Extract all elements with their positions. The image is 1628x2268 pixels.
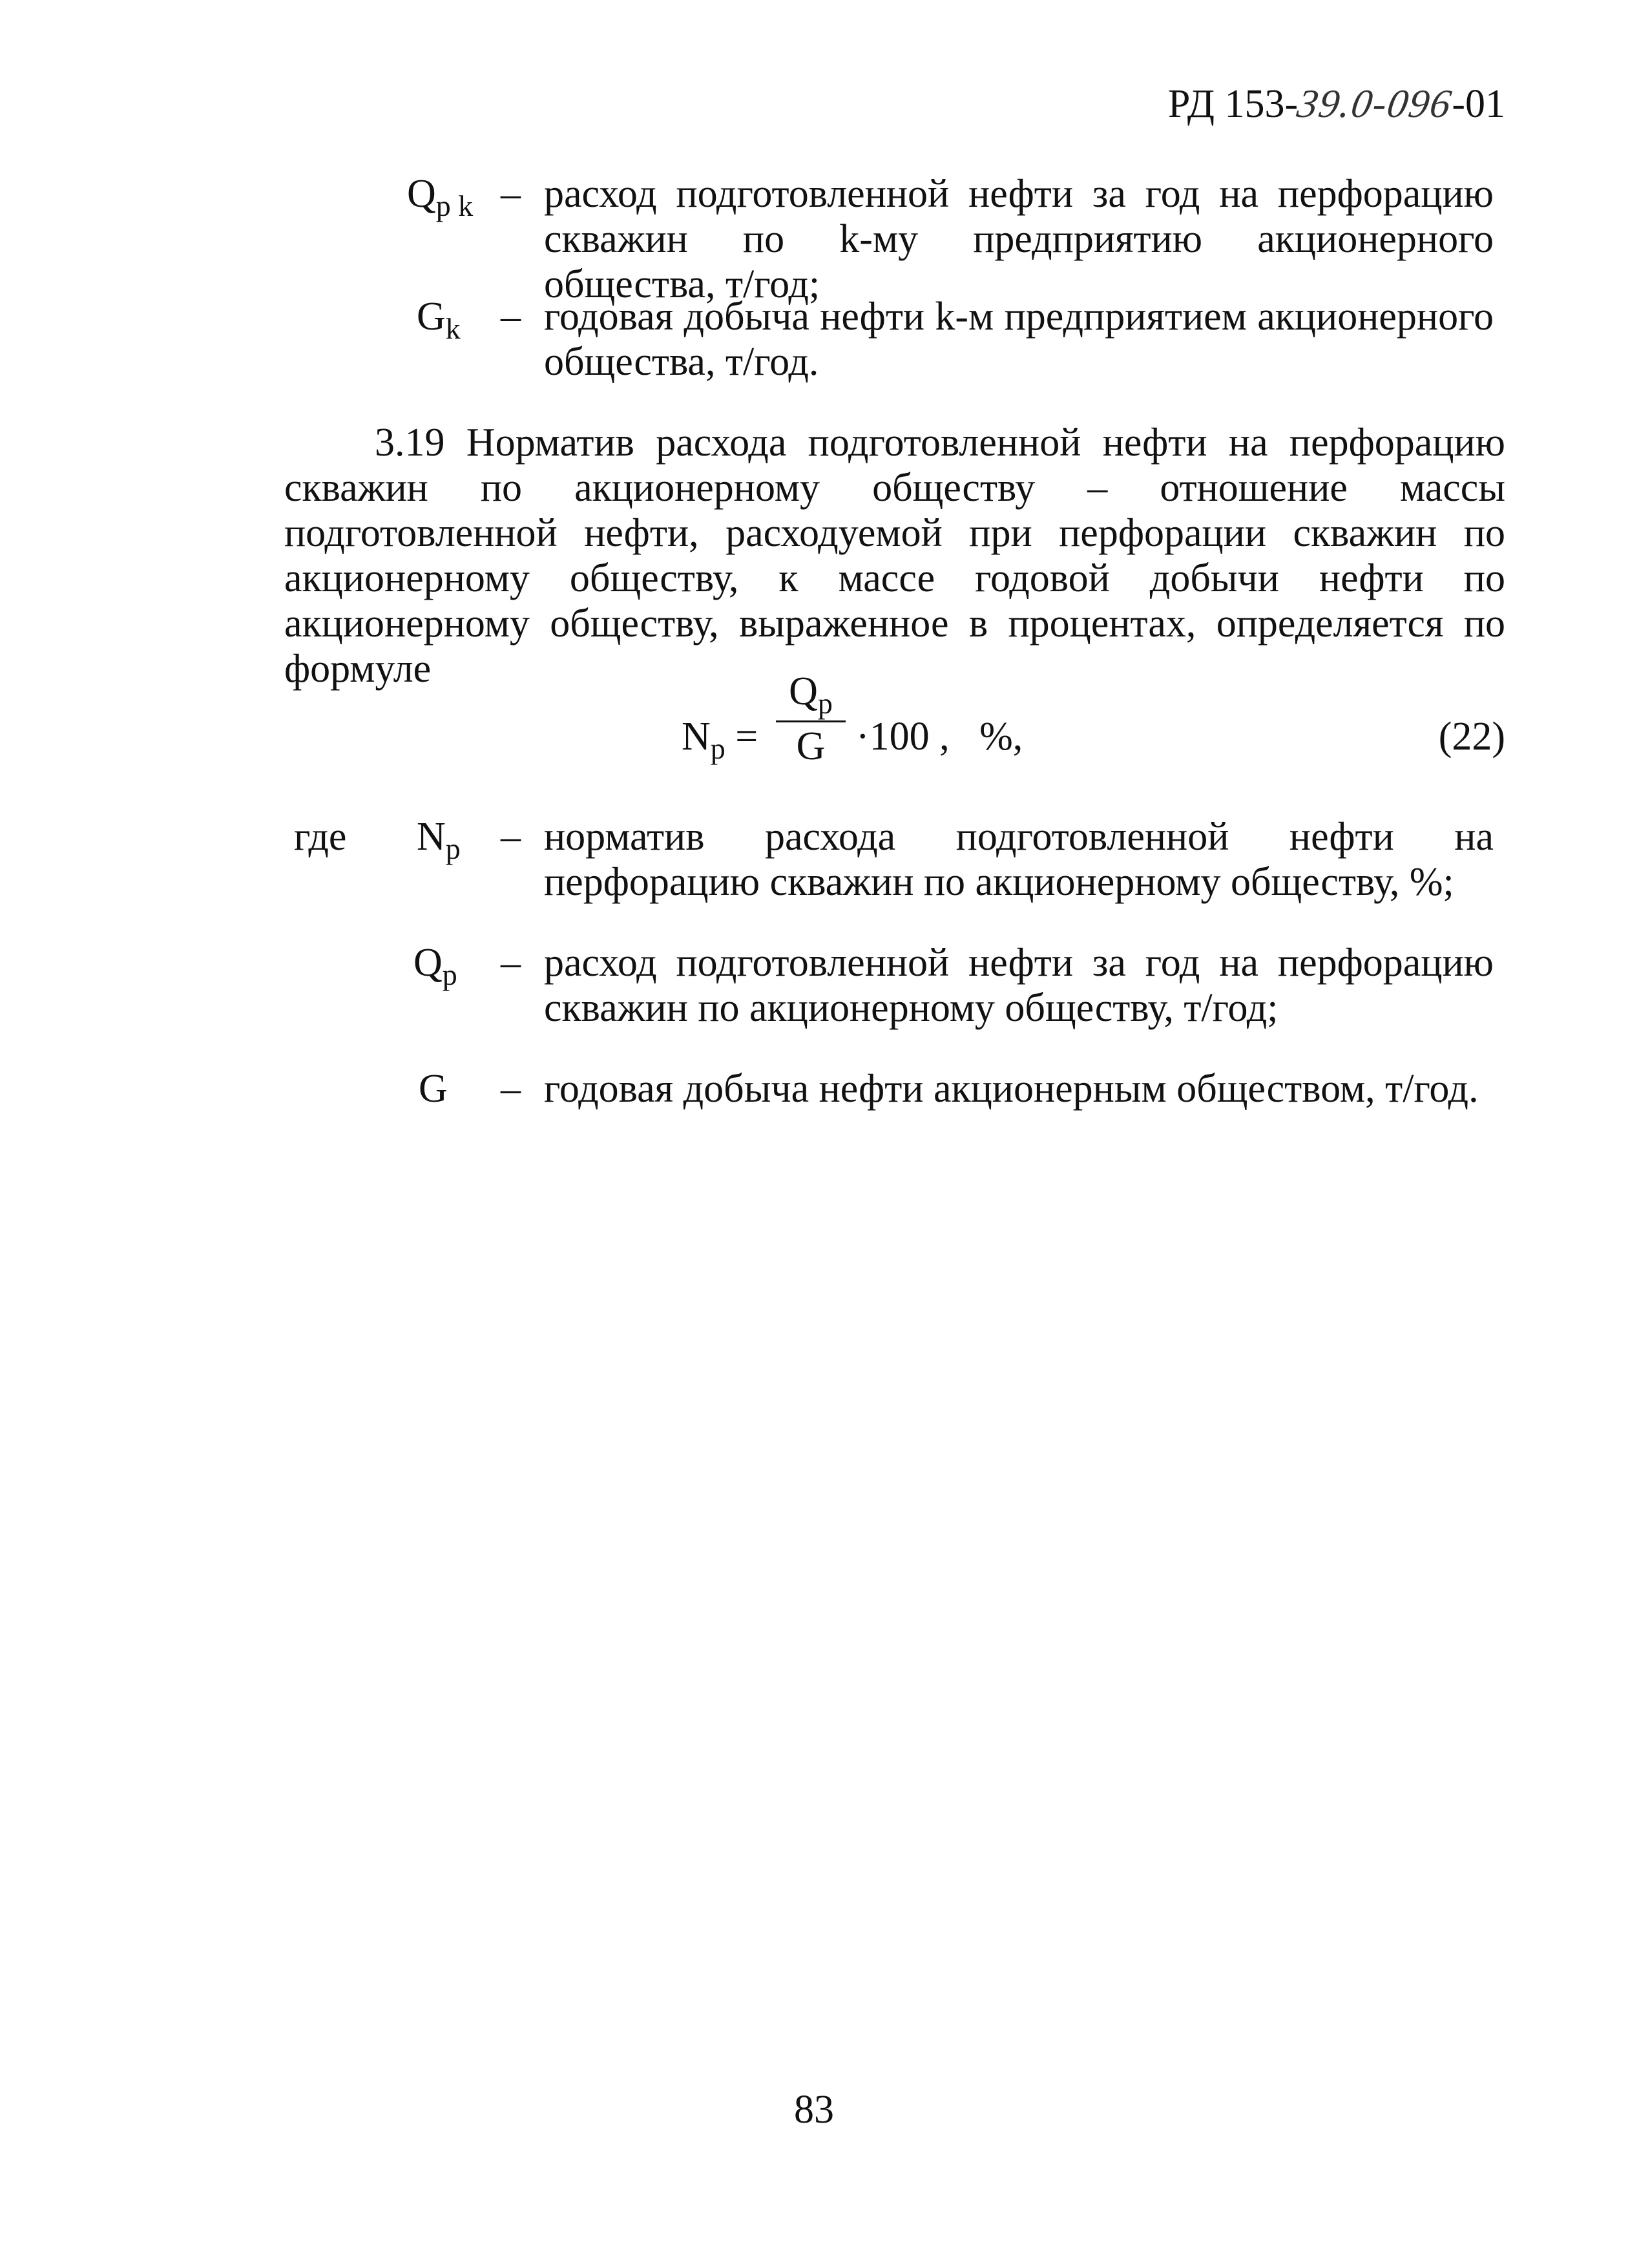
definition-description: расход подготовленной нефти за год на перфорацию скважин по k-му предприятию акционерного общества, т/год; xyxy=(544,172,1494,306)
definition-symbol xyxy=(407,171,474,222)
formula-numerator-subscript: p xyxy=(817,687,833,720)
paragraph-3-19: 3.19 Норматив расхода подготовленной нефти на перфорацию скважин по акционерному обществу – отношение массы подготовленной нефти, расходуемой при перфорации скважин по акционерному обществу, к массе годовой добычи нефти по акционерному обществу, выраженное в процентах, определяется по формуле xyxy=(284,421,1505,691)
formula-lhs xyxy=(682,714,758,765)
doc-code-suffix: -01 xyxy=(1452,82,1505,126)
symbol-letter: Q xyxy=(413,941,443,985)
definition-description: годовая добыча нефти k-м предприятием акционерного общества, т/год. xyxy=(544,295,1494,384)
symbol-subscript: p xyxy=(442,958,457,991)
symbol-subscript: p k xyxy=(435,189,474,222)
formula-lhs-subscript: p xyxy=(710,732,725,765)
formula-denominator: G xyxy=(796,724,826,768)
definition-description: норматив расхода подготовленной нефти на перфорацию скважин по акционерному обществу, %; xyxy=(544,815,1494,904)
formula-rhs xyxy=(856,714,1023,760)
symbol-letter: N xyxy=(417,815,446,859)
definition-description: годовая добыча нефти акционерным обществом, т/год. xyxy=(544,1067,1479,1111)
definition-symbol xyxy=(417,814,461,865)
formula-numerator-symbol: Q xyxy=(789,669,818,713)
symbol-subscript: k xyxy=(445,312,461,345)
definition-symbol xyxy=(417,294,461,345)
definition-dash: – xyxy=(501,1067,521,1111)
definition-dash: – xyxy=(501,295,521,339)
definition-description: расход подготовленной нефти за год на перфорацию скважин по акционерному обществу, т/год; xyxy=(544,941,1494,1030)
symbol-subscript: p xyxy=(445,832,461,865)
document-code-header xyxy=(1168,84,1505,124)
definition-dash: – xyxy=(501,941,521,985)
formula-unit: %, xyxy=(979,715,1023,759)
symbol-letter: Q xyxy=(407,172,436,216)
definition-symbol xyxy=(413,940,457,991)
page-number: 83 xyxy=(794,2088,834,2132)
doc-code-prefix: РД 153- xyxy=(1167,82,1299,126)
formula-multiplier: ·100 , xyxy=(856,715,950,759)
symbol-letter: G xyxy=(419,1067,448,1111)
formula-fraction xyxy=(772,669,850,768)
equation-number: (22) xyxy=(1438,715,1505,759)
symbol-letter: G xyxy=(417,295,446,339)
doc-code-handwritten: 39.0-096 xyxy=(1294,82,1456,126)
definition-symbol xyxy=(419,1066,448,1111)
formula-lhs-symbol: N xyxy=(682,715,711,759)
definition-dash: – xyxy=(501,815,521,859)
definition-dash: – xyxy=(501,172,521,216)
formula-equals: = xyxy=(735,715,758,759)
where-label: где xyxy=(294,815,347,859)
formula-numerator xyxy=(772,669,850,720)
